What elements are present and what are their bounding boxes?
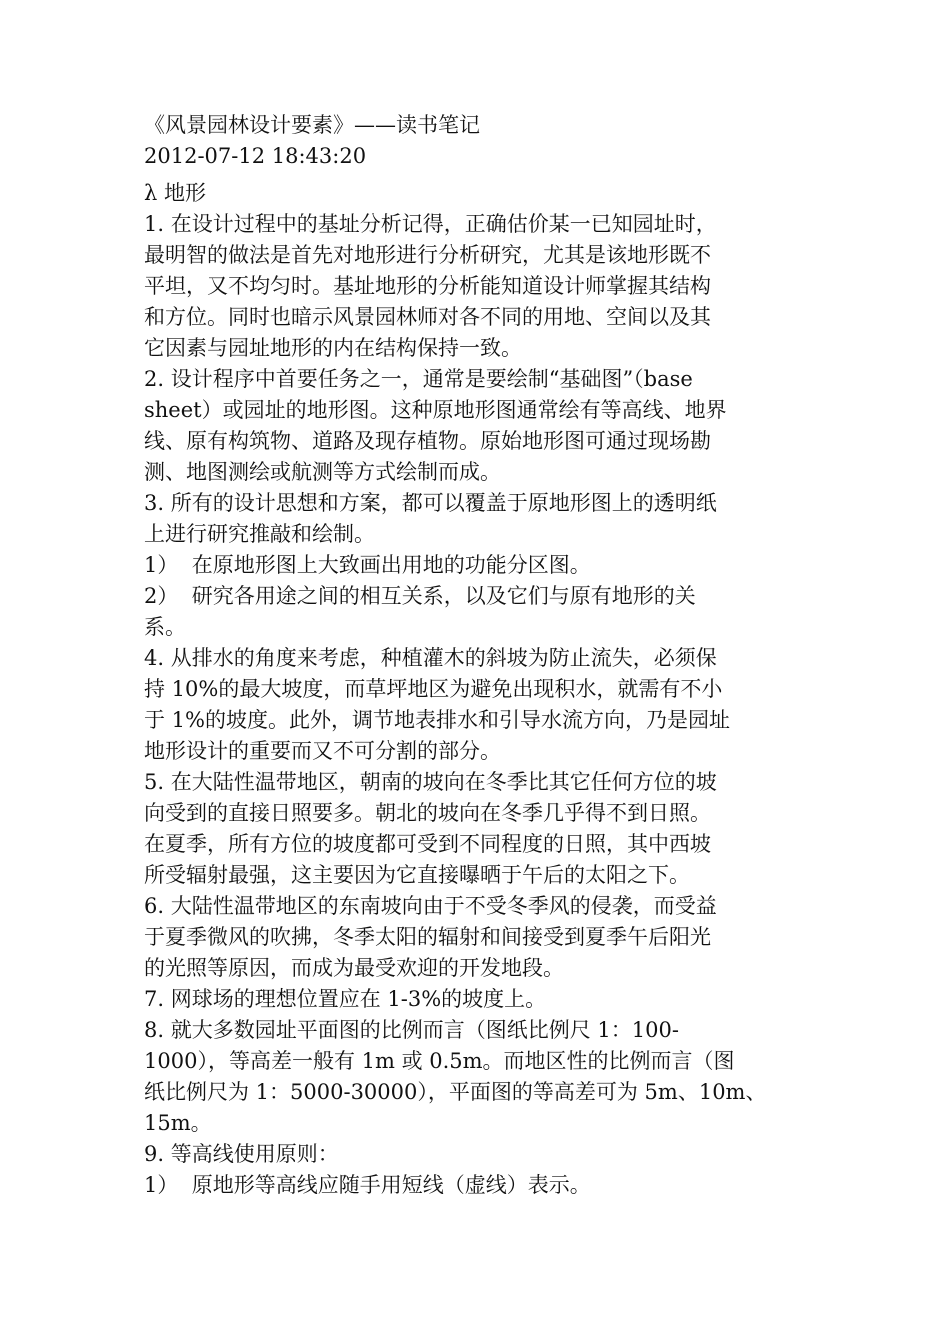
paragraph-line: 于 1%的坡度。此外，调节地表排水和引导水流方向，乃是园址 bbox=[144, 708, 730, 732]
paragraph-line: 它因素与园址地形的内在结构保持一致。 bbox=[144, 336, 522, 360]
paragraph-line: 系。 bbox=[144, 615, 186, 639]
paragraph-line: 15m。 bbox=[144, 1111, 212, 1135]
paragraph-line: 持 10%的最大坡度，而草坪地区为避免出现积水，就需有不小 bbox=[144, 677, 723, 701]
paragraph-line: 线、原有构筑物、道路及现存植物。原始地形图可通过现场勘 bbox=[144, 429, 711, 453]
document-title: 《风景园林设计要素》——读书笔记 bbox=[144, 113, 480, 137]
paragraph-line: 2） 研究各用途之间的相互关系，以及它们与原有地形的关 bbox=[144, 584, 696, 608]
paragraph-line: 1. 在设计过程中的基址分析记得，正确估价某一已知园址时， bbox=[144, 212, 717, 236]
paragraph-line: 上进行研究推敲和绘制。 bbox=[144, 522, 375, 546]
paragraph-line: 1000），等高差一般有 1m 或 0.5m。而地区性的比例而言（图 bbox=[144, 1049, 735, 1073]
paragraph-line: 9. 等高线使用原则： bbox=[144, 1142, 339, 1166]
paragraph-line: 向受到的直接日照要多。朝北的坡向在冬季几乎得不到日照。 bbox=[144, 801, 711, 825]
paragraph-line: 和方位。同时也暗示风景园林师对各不同的用地、空间以及其 bbox=[144, 305, 711, 329]
paragraph-line: 1） 在原地形图上大致画出用地的功能分区图。 bbox=[144, 553, 591, 577]
paragraph-line: 在夏季，所有方位的坡度都可受到不同程度的日照，其中西坡 bbox=[144, 832, 711, 856]
paragraph-line: 最明智的做法是首先对地形进行分析研究，尤其是该地形既不 bbox=[144, 243, 711, 267]
paragraph-line: 7. 网球场的理想位置应在 1-3%的坡度上。 bbox=[144, 987, 547, 1011]
paragraph-line: 3. 所有的设计思想和方案，都可以覆盖于原地形图上的透明纸 bbox=[144, 491, 717, 515]
paragraph-line: 6. 大陆性温带地区的东南坡向由于不受冬季风的侵袭，而受益 bbox=[144, 894, 717, 918]
paragraph-line: 平坦，又不均匀时。基址地形的分析能知道设计师掌握其结构 bbox=[144, 274, 711, 298]
paragraph-line: 5. 在大陆性温带地区，朝南的坡向在冬季比其它任何方位的坡 bbox=[144, 770, 717, 794]
paragraph-line: 2. 设计程序中首要任务之一，通常是要绘制“基础图”（base bbox=[144, 367, 693, 391]
paragraph-line: 1） 原地形等高线应随手用短线（虚线）表示。 bbox=[144, 1173, 591, 1197]
document-datetime: 2012-07-12 18:43:20 bbox=[144, 144, 367, 168]
paragraph-line: 的光照等原因，而成为最受欢迎的开发地段。 bbox=[144, 956, 564, 980]
paragraph-line: 于夏季微风的吹拂，冬季太阳的辐射和间接受到夏季午后阳光 bbox=[144, 925, 711, 949]
paragraph-line: 测、地图测绘或航测等方式绘制而成。 bbox=[144, 460, 501, 484]
document-body bbox=[144, 110, 810, 1201]
paragraph-line: 所受辐射最强，这主要因为它直接曝晒于午后的太阳之下。 bbox=[144, 863, 690, 887]
paragraph-line: 纸比例尺为 1：5000-30000），平面图的等高差可为 5m、10m、 bbox=[144, 1080, 767, 1104]
section-heading: λ 地形 bbox=[144, 181, 206, 205]
paragraph-line: 4. 从排水的角度来考虑，种植灌木的斜坡为防止流失，必须保 bbox=[144, 646, 717, 670]
paragraph-line: sheet）或园址的地形图。这种原地形图通常绘有等高线、地界 bbox=[144, 398, 727, 422]
paragraph-line: 8. 就大多数园址平面图的比例而言（图纸比例尺 1：100- bbox=[144, 1018, 679, 1042]
paragraph-line: 地形设计的重要而又不可分割的部分。 bbox=[144, 739, 501, 763]
